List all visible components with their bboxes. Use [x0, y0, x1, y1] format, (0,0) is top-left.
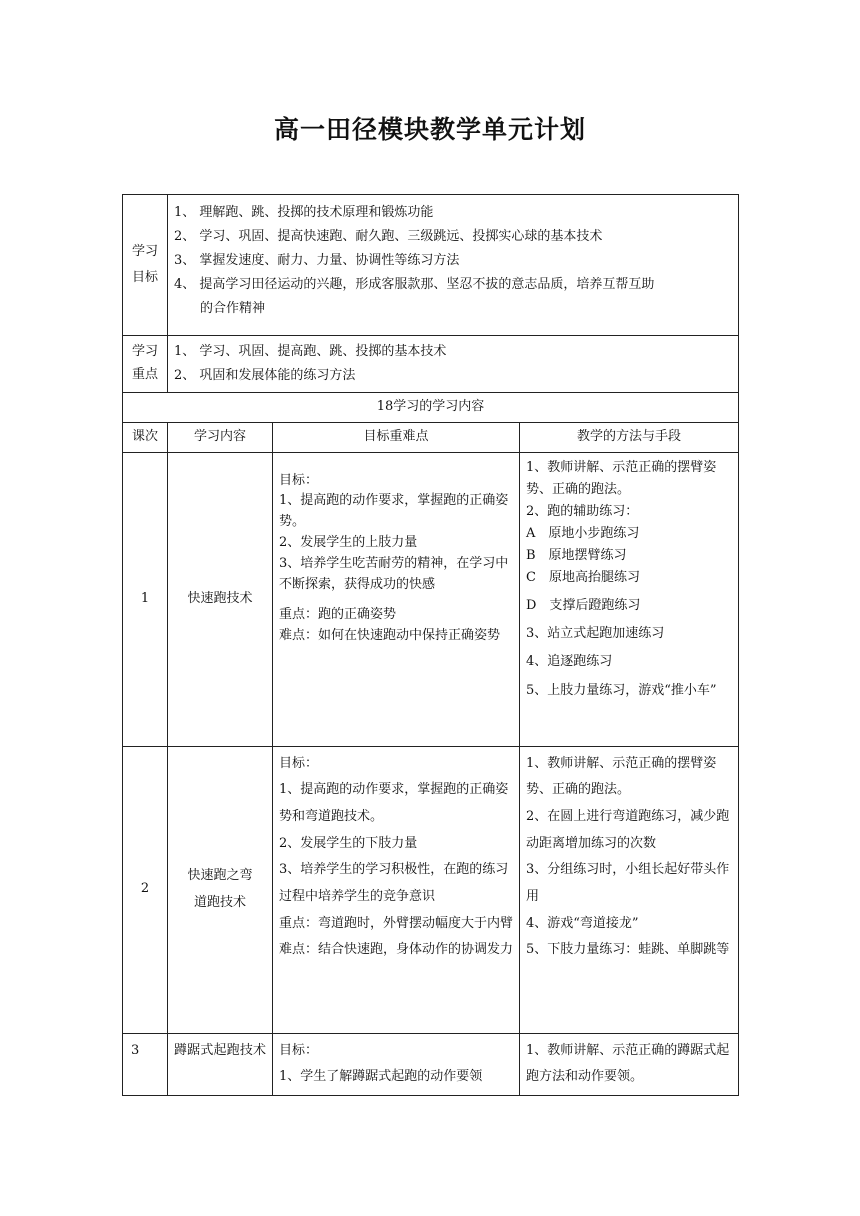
lesson-content: 蹲踞式起跑技术 [168, 1033, 273, 1095]
column-header: 教学的方法与手段 [520, 422, 739, 452]
lesson-methods: 1、教师讲解、示范正确的摆臂姿势、正确的跑法。 2、跑的辅助练习： A 原地小步跑练习 B 原地摆臂练习 C 原地高抬腿练习 D 支撑后蹬跑练习 3、站立式起跑加速练习 4、追逐跑练习 5、上肢力量练习，游戏“推小车” [520, 452, 739, 746]
lesson-targets: 目标： 1、提高跑的动作要求，掌握跑的正确姿势。 2、发展学生的上肢力量 3、培养学生吃苦耐劳的精神，在学习中不断探索，获得成功的快感 重点：跑的正确姿势 难点：如何在快速跑动中保持正确姿势 [273, 452, 520, 746]
column-header: 目标重难点 [273, 422, 520, 452]
goals-label: 学习 目标 [123, 195, 168, 336]
page-title: 高一田径模块教学单元计划 [273, 115, 586, 144]
lesson-row [123, 1033, 739, 1095]
lesson-methods: 1、教师讲解、示范正确的摆臂姿势、正确的跑法。 2、在圆上进行弯道跑练习，减少跑动距离增加练习的次数 3、分组练习时，小组长起好带头作用 4、游戏“弯道接龙” 5、下肢力量练习：蛙跳、单脚跳等 [520, 746, 739, 1033]
goal-item: 4、 提高学习田径运动的兴趣，形成客服款那、坚忍不拔的意志品质，培养互帮互助 [174, 277, 655, 293]
lesson-targets: 目标： 1、提高跑的动作要求，掌握跑的正确姿势和弯道跑技术。 2、发展学生的下肢力量 3、培养学生的学习积极性，在跑的练习过程中培养学生的竞争意识 重点：弯道跑时，外臂摆动幅度大于内臂 难点：结合快速跑，身体动作的协调发力 [273, 746, 520, 1033]
key-points-label: 学习 重点 [123, 336, 168, 393]
goal-item: 的合作精神 [200, 301, 266, 317]
lesson-number: 3 [123, 1033, 168, 1095]
lesson-row [123, 452, 739, 746]
lesson-content: 快速跑之弯 道跑技术 [168, 746, 273, 1033]
column-header-row [123, 422, 739, 452]
lesson-content: 快速跑技术 [168, 452, 273, 746]
key-points-list [168, 336, 739, 393]
goal-item: 3、 掌握发速度、耐力、力量、协调性等练习方法 [174, 253, 460, 269]
key-point-item: 2、 巩固和发展体能的练习方法 [174, 368, 356, 384]
goals-row [123, 195, 739, 336]
goal-item: 1、 理解跑、跳、投掷的技术原理和锻炼功能 [174, 205, 434, 220]
content-header-row [123, 393, 739, 423]
lesson-methods: 1、教师讲解、示范正确的蹲踞式起跑方法和动作要领。 [520, 1033, 739, 1095]
lesson-number: 1 [123, 452, 168, 746]
column-header: 学习内容 [168, 422, 273, 452]
column-header: 课次 [123, 422, 168, 452]
content-header: 18学习的学习内容 [123, 393, 739, 423]
lesson-row [123, 746, 739, 1033]
goal-item: 2、 学习、巩固、提高快速跑、耐久跑、三级跳远、投掷实心球的基本技术 [174, 229, 603, 245]
unit-plan-table [122, 194, 739, 1096]
lesson-targets: 目标： 1、学生了解蹲踞式起跑的动作要领 [273, 1033, 520, 1095]
goals-list [168, 195, 739, 336]
lesson-number: 2 [123, 746, 168, 1033]
key-points-row [123, 336, 739, 393]
key-point-item: 1、 学习、巩固、提高跑、跳、投掷的基本技术 [174, 344, 447, 359]
